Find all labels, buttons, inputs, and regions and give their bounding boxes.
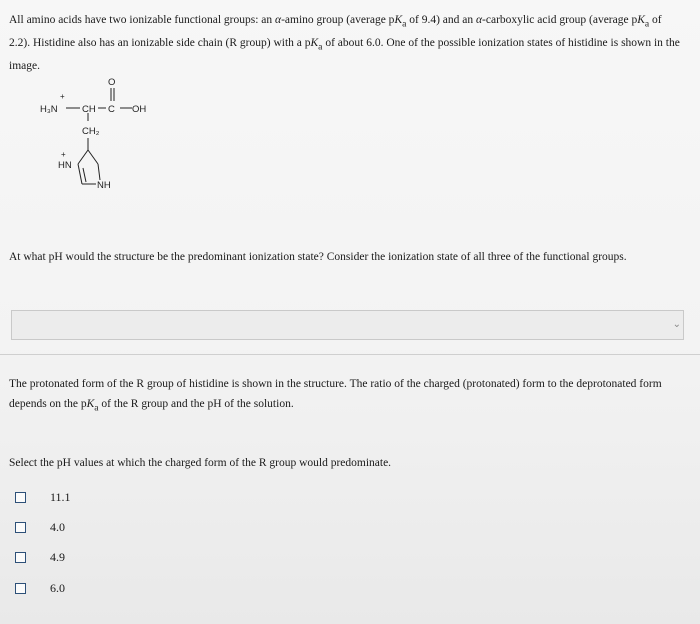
option-row[interactable] xyxy=(15,520,65,535)
option-row[interactable] xyxy=(15,490,71,505)
checkbox[interactable] xyxy=(15,552,26,563)
mol-plus-amino: + xyxy=(60,92,65,101)
checkbox[interactable] xyxy=(15,522,26,533)
mol-plus-ring: + xyxy=(61,150,66,159)
option-label: 4.9 xyxy=(50,550,65,564)
protonated-paragraph: The protonated form of the R group of histidine is shown in the structure. The ratio of the charged (protonated) form to the deprotonated form depends on the $pK_a$ of the R group and the pH of the solution. xyxy=(9,378,662,413)
mol-h3n: H₃N xyxy=(40,104,58,115)
option-row[interactable] xyxy=(15,581,65,596)
answer-input[interactable] xyxy=(11,310,684,340)
checkbox[interactable] xyxy=(15,583,26,594)
option-label: 4.0 xyxy=(50,520,65,534)
option-row[interactable] xyxy=(15,550,65,565)
question-text: At what pH would the structure be the predominant ionization state? Consider the ionization state of all three of the functional groups. xyxy=(9,251,627,263)
histidine-structure xyxy=(20,72,170,204)
section-divider xyxy=(0,354,700,355)
mol-oh: OH xyxy=(132,104,147,115)
mol-hn: HN xyxy=(58,160,72,171)
mol-nh: NH xyxy=(97,180,111,191)
option-label: 6.0 xyxy=(50,581,65,595)
checkbox[interactable] xyxy=(15,492,26,503)
mol-ch2: CH₂ xyxy=(82,126,100,137)
mol-o: O xyxy=(108,77,116,88)
intro-paragraph: All amino acids have two ionizable functional groups: an α-amino group (average $pK_a$ of 9.4) and an α-carboxylic acid group (average $pK_a$ of 2.2). Histidine also has an ionizable side chain (R group) with a $pK_a$ of about 6.0. One of the possible ionization states of histidine is shown in the image. xyxy=(9,14,680,72)
mol-ch: CH xyxy=(82,104,96,115)
select-prompt: Select the pH values at which the charged form of the R group would predominate. xyxy=(9,457,392,469)
mol-c: C xyxy=(108,104,115,115)
dropdown-chevron-icon[interactable]: ⌄ xyxy=(672,319,681,330)
option-label: 11.1 xyxy=(50,490,71,504)
